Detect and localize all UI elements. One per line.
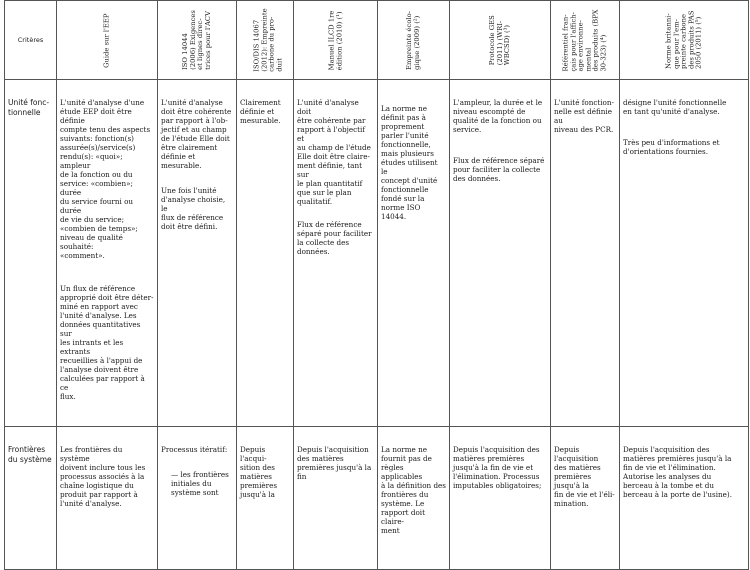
table-row [5, 427, 749, 570]
table-cell: Clairement définie et mesurable. [237, 80, 294, 427]
table-cell: L'unité fonction- nelle est définie au niveau des PCR. [551, 80, 620, 427]
table-cell: Processus itératif: — les frontières initiales du système sont [158, 427, 237, 570]
table-cell: Depuis l'acquisition des matières premières jusqu'à la fin de vie et l'éli- mination. [551, 427, 620, 570]
table-cell: L'unité d'analyse doit être cohérente par rapport à l'objectif et au champ de l'étude Elle doit être claire- ment définie, tant sur le plan quantitatif que sur le plan qualitatif. Flux de référence séparé pour faciliter la collecte des données. [294, 80, 378, 427]
column-header: Empreinte écolo- gique (2009) (²) [378, 1, 450, 80]
table-cell: Depuis l'acquisition des matières premières jusqu'à la fin [294, 427, 378, 570]
column-header: Manuel ILCD 1re édition (2010) (¹) [294, 1, 378, 80]
column-header: ISO/DIS 14067 (2012): Empreinte carbone du pro- duit [237, 1, 294, 80]
header-row [5, 1, 749, 80]
table-cell: L'ampleur, la durée et le niveau escompté de qualité de la fonction ou service. Flux de référence séparé pour faciliter la collecte des données. [450, 80, 551, 427]
comparison-table [4, 0, 749, 570]
table-cell: La norme ne définit pas à proprement parler l'unité fonctionnelle, mais plusieurs études utilisent le concept d'unité fonctionnelle fondé sur la norme ISO 14044. [378, 80, 450, 427]
table-cell: La norme ne fournit pas de règles applicables à la définition des frontières du système. Le rapport doit claire- ment [378, 427, 450, 570]
column-header: Référentiel fran- çais pour l'affich- age environne- mental des produits (BPX 30-323) (⁴) [551, 1, 620, 80]
column-header: Guide sur l'EEP [57, 1, 158, 80]
table-cell: Les frontières du système doivent inclure tous les processus associés à la chaîne logistique du produit par rapport à l'unité d'analyse. [57, 427, 158, 570]
table-cell: Depuis l'acquisition des matières premières jusqu'à la fin de vie et l'élimination. Processus imputables obligatoires; [450, 427, 551, 570]
criteria-header: Critères [5, 1, 57, 80]
row-label: Unité fonc- tionnelle [5, 80, 57, 427]
table-cell: désigne l'unité fonctionnelle en tant qu'unité d'analyse. Très peu d'informations et d'orientations fournies. [620, 80, 749, 427]
table-cell: L'unité d'analyse d'une étude EEP doit être définie compte tenu des aspects suivants: fonction(s) assurée(s)/service(s) rendu(s): «quoi»; ampleur de la fonction ou du service: «combien»; durée du service fourni ou durée de vie du service; «combien de temps»; niveau de qualité souhaité: «comment». Un flux de référence approprié doit être déter- miné en rapport avec l'unité d'analyse. Les données quantitatives sur les intrants et les extrants recueillies à l'appui de l'analyse doivent être calculées par rapport à ce flux. [57, 80, 158, 427]
table-cell: Depuis l'acquisition des matières premières jusqu'à la fin de vie et l'élimination. Autorise les analyses du berceau à la tombe et du berceau à la porte de l'usine). [620, 427, 749, 570]
column-header: Norme britanni- que pour l'em- preinte carbone des produits PAS 2050 (2011) (⁵) [620, 1, 749, 80]
row-label: Frontières du système [5, 427, 57, 570]
column-header: Protocole GES (2011) (WRI- WBCSD) (³) [450, 1, 551, 80]
table-row [5, 80, 749, 427]
table-cell: L'unité d'analyse doit être cohérente par rapport à l'ob- jectif et au champ de l'étude Elle doit être clairement définie et mesurable. Une fois l'unité d'analyse choisie, le flux de référence doit être défini. [158, 80, 237, 427]
column-header: ISO 14044 (2006) Exigences et lignes direc- trices pour l'ACV [158, 1, 237, 80]
table-cell: Depuis l'acqui- sition des matières premières jusqu'à la [237, 427, 294, 570]
